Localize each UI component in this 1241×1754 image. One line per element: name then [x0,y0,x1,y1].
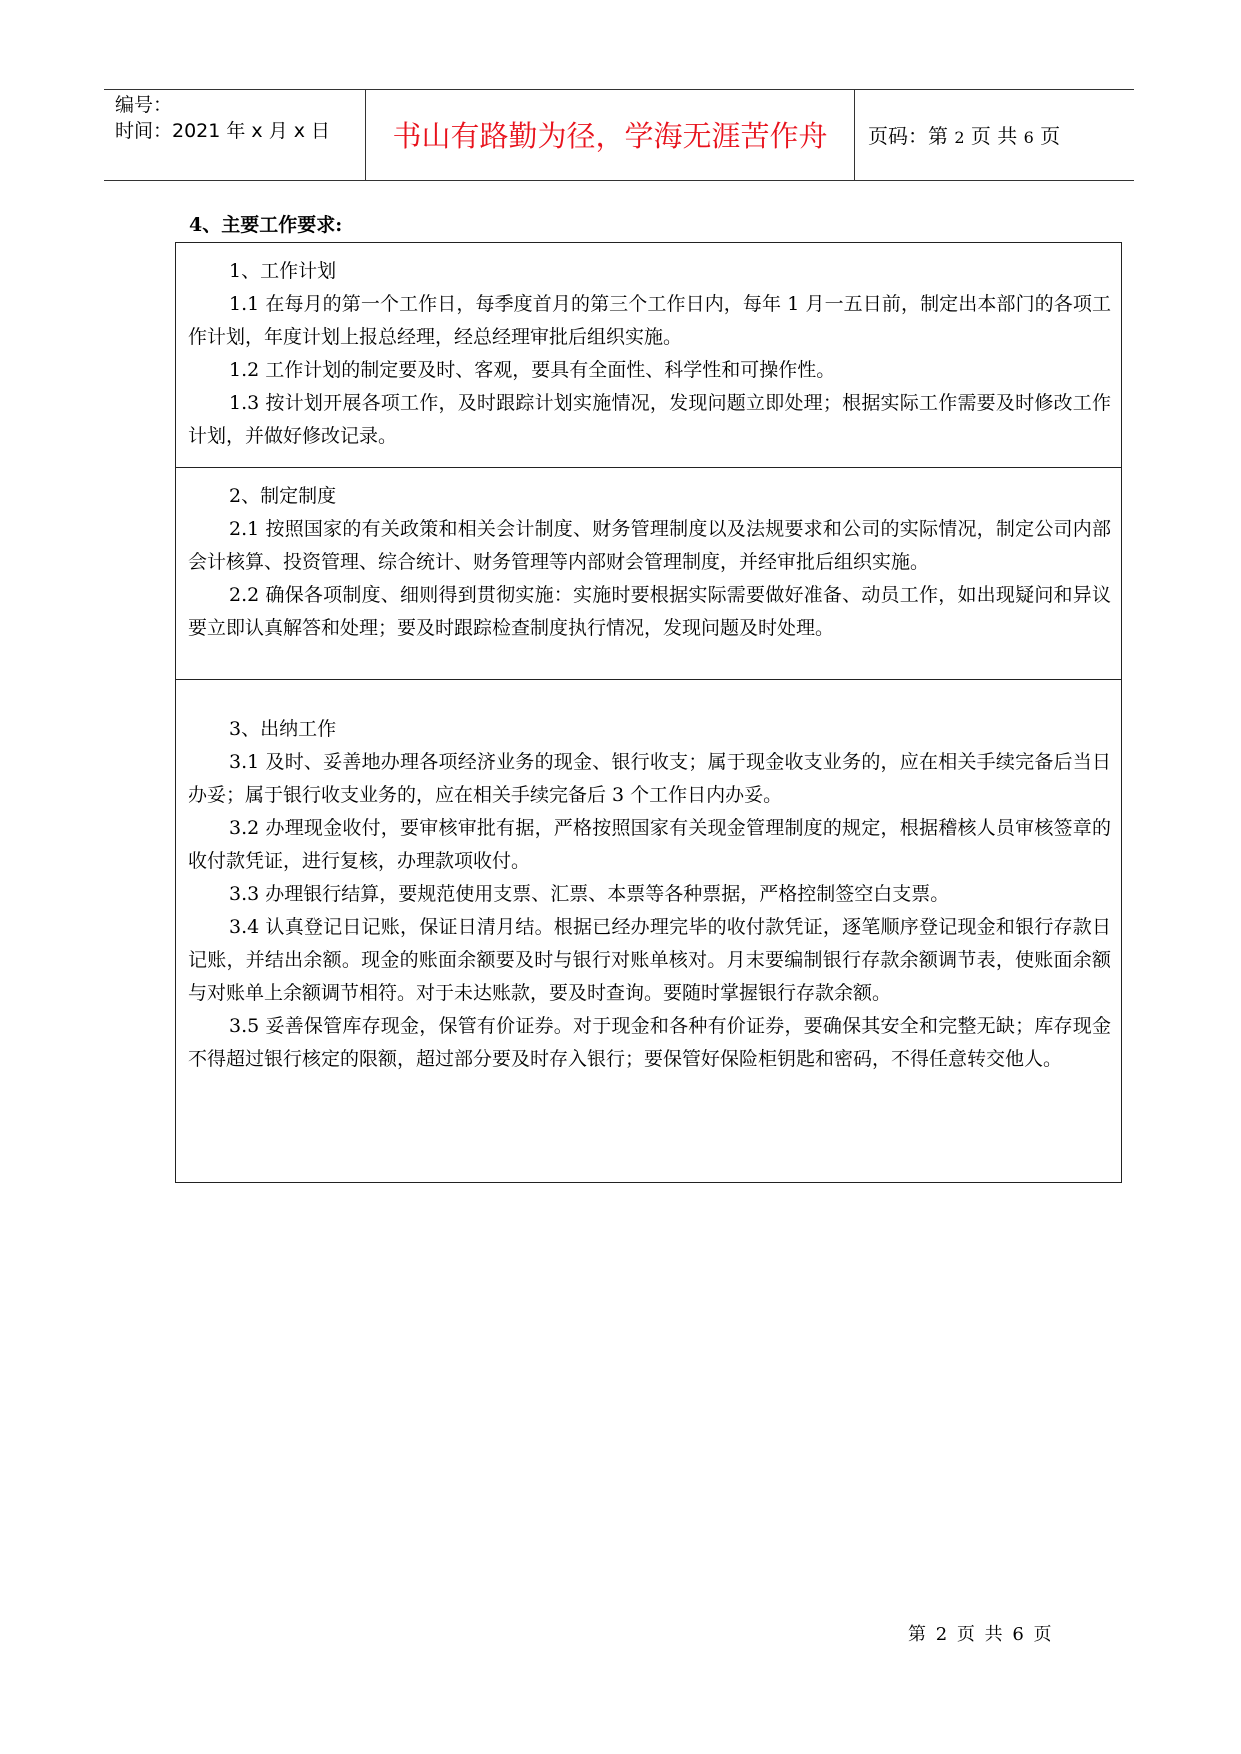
section-item: 1.2 工作计划的制定要及时、客观，要具有全面性、科学性和可操作性。 [229,359,836,381]
page-info-suffix: 页 [1040,124,1061,148]
section-cell-cashier [176,679,1121,1182]
section-item: 2.2 确保各项制度、细则得到贯彻实施：实施时要根据实际需要做好准备、动员工作，如出现疑问和异议要立即认真解答和处理；要及时跟踪检查制度执行情况，发现问题及时处理。 [188,584,1111,639]
section-item: 1.1 在每月的第一个工作日，每季度首月的第三个工作日内，每年 1 月一五日前，制定出本部门的各项工作计划，年度计划上报总经理，经总经理审批后组织实施。 [188,293,1111,348]
page-info-total: 6 [1023,128,1034,147]
section-item: 3.3 办理银行结算，要规范使用支票、汇票、本票等各种票据，严格控制签空白支票。 [229,883,950,905]
section-item: 3.1 及时、妥善地办理各项经济业务的现金、银行收支；属于现金收支业务的，应在相关手续完备后当日办妥；属于银行收支业务的，应在相关手续完备后 3 个工作日内办妥。 [188,751,1111,806]
page-info-mid: 页 共 [970,124,1018,148]
section-heading: 4、主要工作要求: [189,214,343,236]
page-header [104,89,1134,181]
section-title: 2、制定制度 [229,485,337,507]
number-label: 编号： [115,94,173,116]
requirements-table [175,242,1122,1183]
section-item: 3.5 妥善保管库存现金，保管有价证券。对于现金和各种有价证券，要确保其安全和完整无缺；库存现金不得超过银行核定的限额，超过部分要及时存入银行；要保管好保险柜钥匙和密码，不得任意转交他人。 [188,1015,1111,1070]
section-title: 1、工作计划 [229,260,337,282]
section-item: 1.3 按计划开展各项工作，及时跟踪计划实施情况，发现问题立即处理；根据实际工作需要及时修改工作计划，并做好修改记录。 [188,392,1111,447]
time-label: 时间：2021 年 x 月 x 日 [115,120,331,142]
header-page-info [855,90,1134,180]
section-item: 3.4 认真登记日记账，保证日清月结。根据已经办理完毕的收付款凭证，逐笔顺序登记现金和银行存款日记账，并结出余额。现金的账面余额要及时与银行对账单核对。月末要编制银行存款余额调节表，使账面余额与对账单上余额调节相符。对于未达账款，要及时查询。要随时掌握银行存款余额。 [188,916,1111,1004]
page-info-prefix: 页码：第 [868,124,948,148]
header-meta [104,90,366,180]
section-cell-work-plan [176,243,1121,467]
page-info-current: 2 [954,128,965,147]
section-item: 2.1 按照国家的有关政策和相关会计制度、财务管理制度以及法规要求和公司的实际情况，制定公司内部会计核算、投资管理、综合统计、财务管理等内部财会管理制度，并经审批后组织实施。 [188,518,1111,573]
section-cell-policies [176,467,1121,679]
section-title: 3、出纳工作 [229,718,337,740]
header-motto: 书山有路勤为径，学海无涯苦作舟 [366,90,855,180]
page-footer: 第 2 页 共 6 页 [908,1624,1052,1645]
section-item: 3.2 办理现金收付，要审核审批有据，严格按照国家有关现金管理制度的规定，根据稽核人员审核签章的收付款凭证，进行复核，办理款项收付。 [188,817,1111,872]
